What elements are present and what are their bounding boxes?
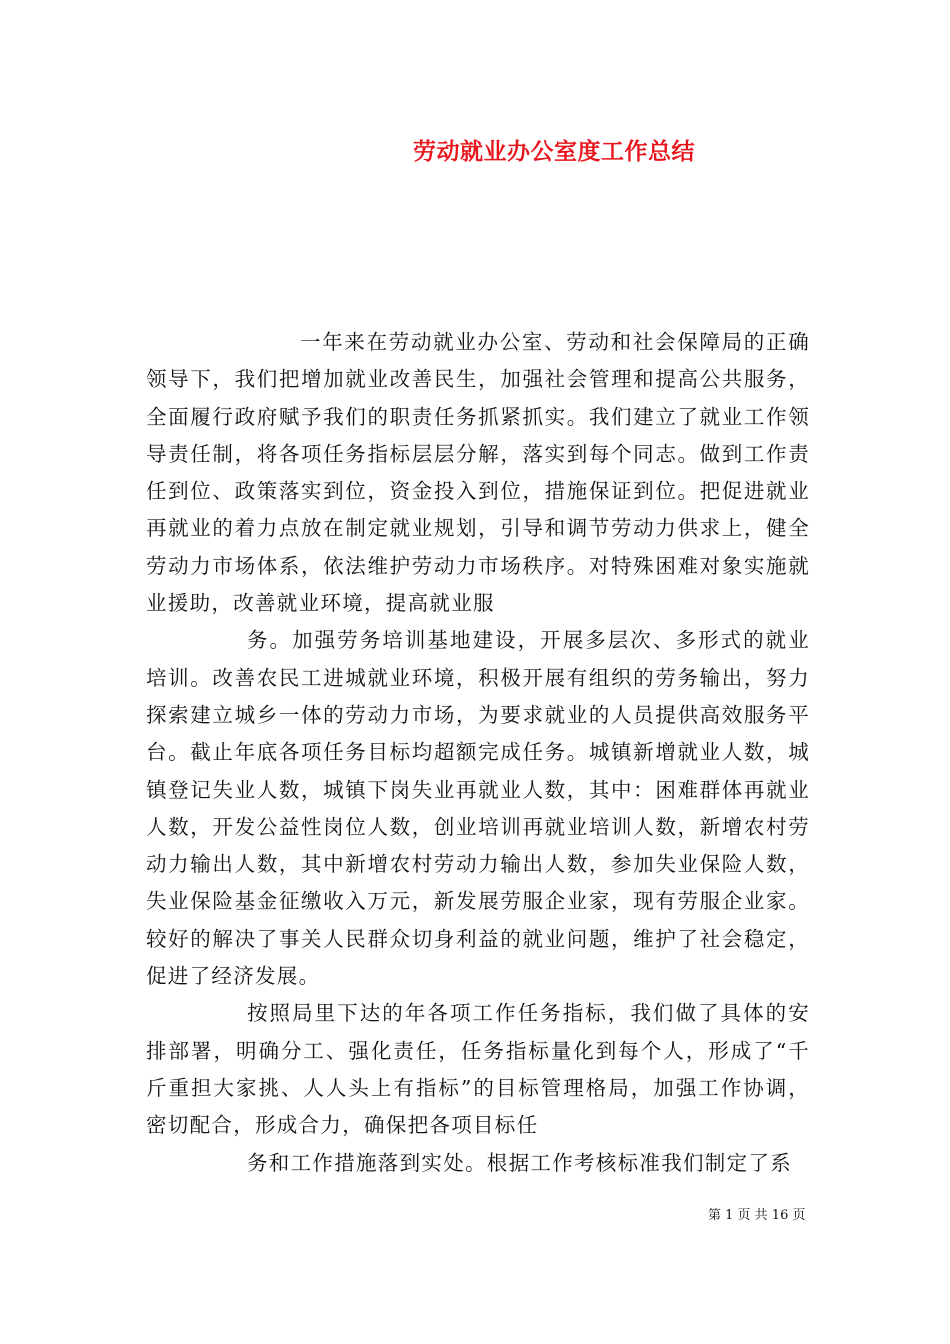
document-body (146, 324, 810, 1182)
paragraph-3: 按照局里下达的年各项工作任务指标，我们做了具体的安排部署，明确分工、强化责任，任务指标量化到每个人，形成了“千斤重担大家挑、人人头上有指标”的目标管理格局，加强工作协调，密切配合，形成合力，确保把各项目标任 (146, 1001, 810, 1138)
paragraph-2: 务。加强劳务培训基地建设，开展多层次、多形式的就业培训。改善农民工进城就业环境，积极开展有组织的劳务输出，努力探索建立城乡一体的劳动力市场，为要求就业的人员提供高效服务平台。截止年底各项任务目标均超额完成任务。城镇新增就业人数，城镇登记失业人数，城镇下岗失业再就业人数，其中：困难群体再就业人数，开发公益性岗位人数，创业培训再就业培训人数，新增农村劳动力输出人数，其中新增农村劳动力输出人数，参加失业保险人数，失业保险基金征缴收入万元，新发展劳服企业家，现有劳服企业家。较好的解决了事关人民群众切身利益的就业问题，维护了社会稳定，促进了经济发展。 (146, 628, 810, 989)
paragraph-1: 一年来在劳动就业办公室、劳动和社会保障局的正确领导下，我们把增加就业改善民生，加强社会管理和提高公共服务，全面履行政府赋予我们的职责任务抓紧抓实。我们建立了就业工作领导责任制，将各项任务指标层层分解，落实到每个同志。做到工作责任到位、政策落实到位，资金投入到位，措施保证到位。把促进就业再就业的着力点放在制定就业规划，引导和调节劳动力供求上，健全劳动力市场体系，依法维护劳动力市场秩序。对特殊困难对象实施就业援助，改善就业环境，提高就业服 (146, 330, 810, 616)
page-number: 第 1 页 共 16 页 (708, 1208, 806, 1223)
document-title: 劳动就业办公室度工作总结 (413, 138, 695, 165)
paragraph-4: 务和工作措施落到实处。根据工作考核标准我们制定了系 (247, 1150, 792, 1175)
